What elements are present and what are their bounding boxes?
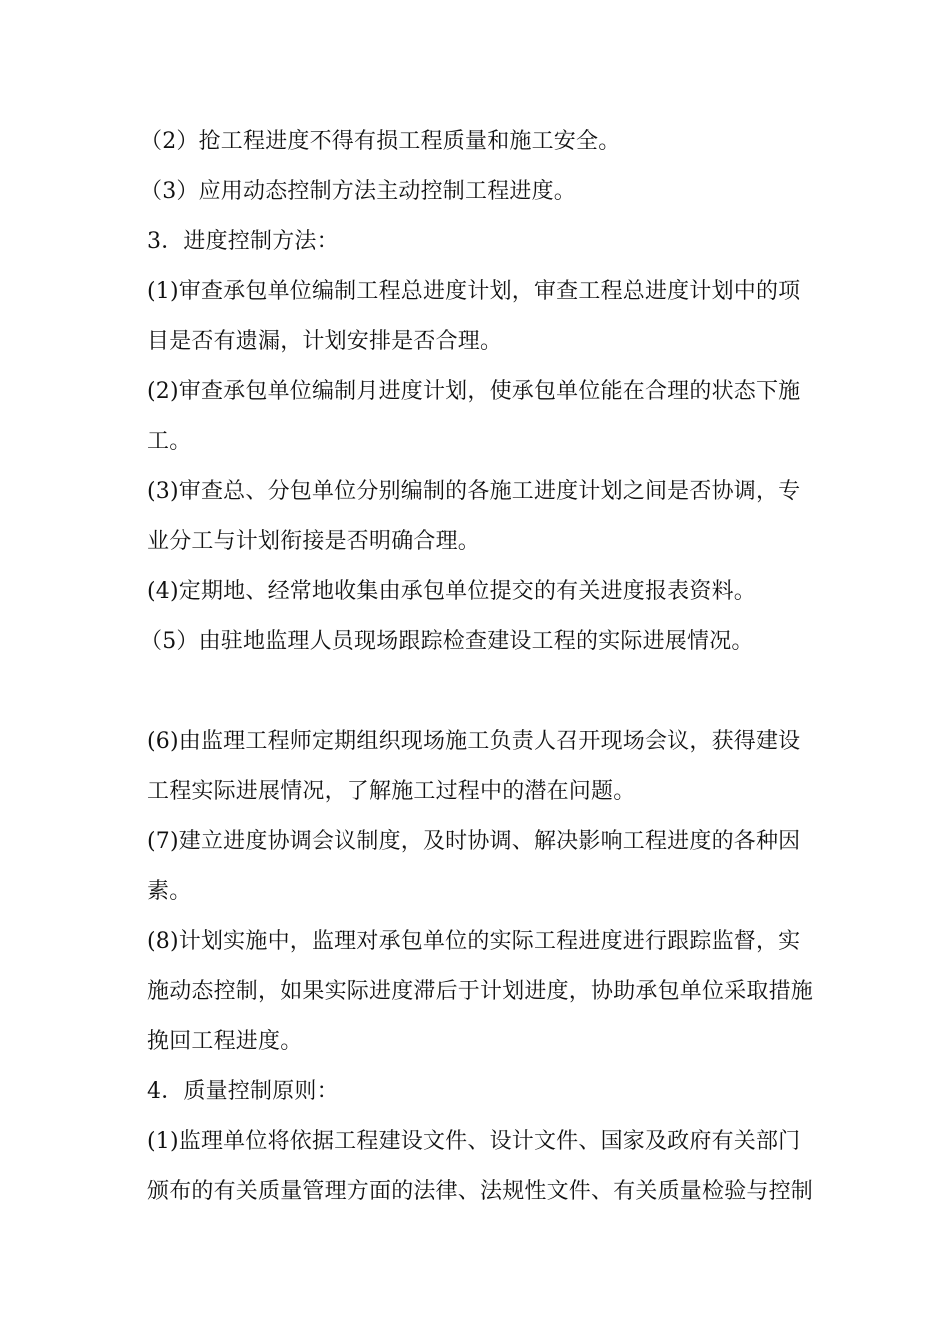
section-heading-progress-methods: 3．进度控制方法： [147, 229, 339, 254]
section-heading-quality-principles: 4．质量控制原则： [147, 1079, 339, 1104]
text-line-method-8b: 施动态控制，如果实际进度滞后于计划进度，协助承包单位采取措施 [147, 979, 814, 1004]
text-line-method-7a: (7)建立进度协调会议制度，及时协调、解决影响工程进度的各种因 [147, 829, 801, 854]
text-line-progress-3: （3）应用动态控制方法主动控制工程进度。 [140, 179, 576, 204]
text-line-method-6a: (6)由监理工程师定期组织现场施工负责人召开现场会议，获得建设 [147, 729, 801, 754]
text-line-method-2b: 工。 [147, 429, 192, 454]
text-line-method-8a: (8)计划实施中，监理对承包单位的实际工程进度进行跟踪监督，实 [147, 929, 801, 954]
text-line-method-4: (4)定期地、经常地收集由承包单位提交的有关进度报表资料。 [147, 579, 756, 604]
text-line-progress-2: （2）抢工程进度不得有损工程质量和施工安全。 [140, 129, 621, 154]
text-line-method-6b: 工程实际进展情况，了解施工过程中的潜在问题。 [147, 779, 636, 804]
text-line-method-3a: (3)审查总、分包单位分别编制的各施工进度计划之间是否协调，专 [147, 479, 801, 504]
text-line-method-5: （5）由驻地监理人员现场跟踪检查建设工程的实际进展情况。 [140, 629, 754, 654]
text-line-method-1b: 目是否有遗漏，计划安排是否合理。 [147, 329, 503, 354]
text-line-method-8c: 挽回工程进度。 [147, 1029, 303, 1054]
text-line-quality-1a: (1)监理单位将依据工程建设文件、设计文件、国家及政府有关部门 [147, 1129, 801, 1154]
text-line-method-3b: 业分工与计划衔接是否明确合理。 [147, 529, 481, 554]
text-line-method-7b: 素。 [147, 879, 192, 904]
text-line-quality-1b: 颁布的有关质量管理方面的法律、法规性文件、有关质量检验与控制 [147, 1179, 814, 1204]
text-line-method-1a: (1)审查承包单位编制工程总进度计划，审查工程总进度计划中的项 [147, 279, 801, 304]
text-line-method-2a: (2)审查承包单位编制月进度计划，使承包单位能在合理的状态下施 [147, 379, 801, 404]
